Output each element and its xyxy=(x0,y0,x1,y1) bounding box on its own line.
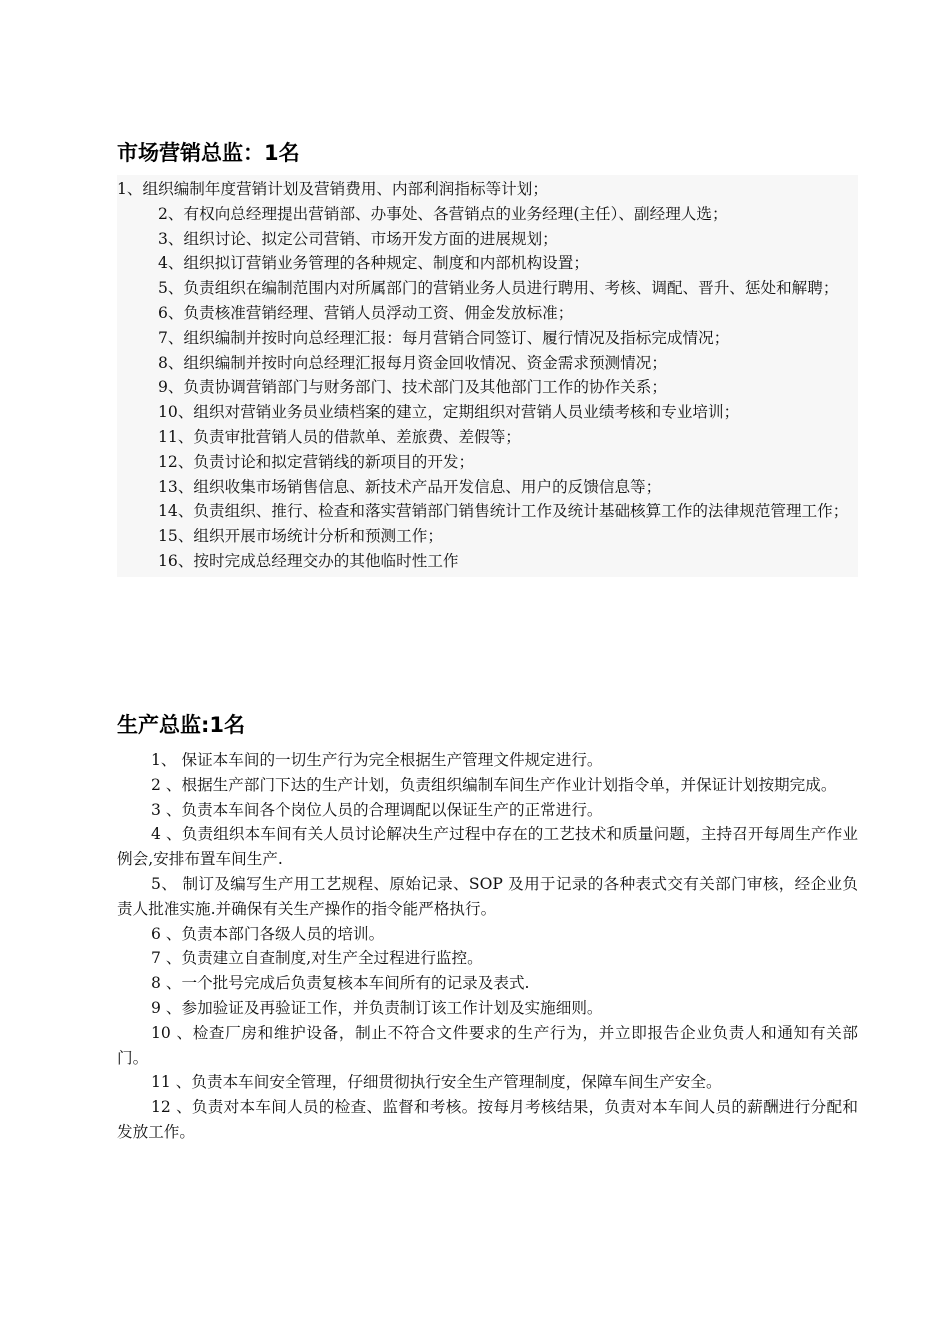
marketing-director-heading: 市场营销总监：1名 xyxy=(117,141,300,165)
list-item: 1、 保证本车间的一切生产行为完全根据生产管理文件规定进行。 xyxy=(151,751,603,769)
list-item: 9、负责协调营销部门与财务部门、技术部门及其他部门工作的协作关系； xyxy=(158,378,667,397)
list-item: 13、组织收集市场销售信息、新技术产品开发信息、用户的反馈信息等； xyxy=(158,477,662,496)
list-item: 4、组织拟订营销业务管理的各种规定、制度和内部机构设置； xyxy=(158,254,589,273)
list-item: 5、 制订及编写生产用工艺规程、原始记录、SOP 及用于记录的各种表式交有关部门审核，经企业负责人批准实施.并确保有关生产操作的指令能严格执行。 xyxy=(117,874,858,918)
list-item: 12 、负责对本车间人员的检查、监督和考核。按每月考核结果，负责对本车间人员的薪酬进行分配和发放工作。 xyxy=(117,1098,858,1141)
list-item: 3 、负责本车间各个岗位人员的合理调配以保证生产的正常进行。 xyxy=(151,800,603,819)
list-item: 4 、负责组织本车间有关人员讨论解决生产过程中存在的工艺技术和质量问题，主持召开每周生产作业例会,安排布置车间生产. xyxy=(117,825,858,869)
list-item: 11、负责审批营销人员的借款单、差旅费、差假等； xyxy=(158,427,521,446)
list-item: 15、组织开展市场统计分析和预测工作； xyxy=(158,527,443,546)
list-item: 3、组织讨论、拟定公司营销、市场开发方面的进展规划； xyxy=(158,229,558,248)
list-item: 8、组织编制并按时向总经理汇报每月资金回收情况、资金需求预测情况； xyxy=(158,353,667,372)
list-item: 12、负责讨论和拟定营销线的新项目的开发； xyxy=(158,452,475,471)
list-item: 2 、根据生产部门下达的生产计划，负责组织编制车间生产作业计划指令单，并保证计划按期完成。 xyxy=(151,775,837,794)
list-item: 7、组织编制并按时向总经理汇报：每月营销合同签订、履行情况及指标完成情况； xyxy=(158,328,730,347)
list-item: 14、负责组织、推行、检查和落实营销部门销售统计工作及统计基础核算工作的法律规范管理工作； xyxy=(158,502,849,521)
list-item: 16、按时完成总经理交办的其他临时性工作 xyxy=(158,551,459,570)
list-item: 2、有权向总经理提出营销部、办事处、各营销点的业务经理(主任）、副经理人选； xyxy=(158,204,728,223)
list-item: 1、组织编制年度营销计划及营销费用、内部利润指标等计划； xyxy=(117,180,548,198)
list-item: 11 、负责本车间安全管理，仔细贯彻执行安全生产管理制度，保障车间生产安全。 xyxy=(151,1073,722,1092)
list-item: 9 、参加验证及再验证工作，并负责制订该工作计划及实施细则。 xyxy=(151,998,603,1017)
list-item: 10 、检查厂房和维护设备，制止不符合文件要求的生产行为，并立即报告企业负责人和通知有关部门。 xyxy=(117,1023,858,1067)
list-item: 8 、一个批号完成后负责复核本车间所有的记录及表式. xyxy=(151,974,530,993)
marketing-duties-list xyxy=(117,175,858,577)
list-item: 5、负责组织在编制范围内对所属部门的营销业务人员进行聘用、考核、调配、晋升、惩处和解聘； xyxy=(158,279,839,298)
list-item: 6、负责核准营销经理、营销人员浮动工资、佣金发放标准； xyxy=(158,303,574,322)
production-duties-list xyxy=(117,748,858,1145)
list-item: 10、组织对营销业务员业绩档案的建立，定期组织对营销人员业绩考核和专业培训； xyxy=(158,403,740,422)
list-item: 7 、负责建立自查制度,对生产全过程进行监控。 xyxy=(151,949,483,968)
list-item: 6 、负责本部门各级人员的培训。 xyxy=(151,924,385,943)
production-director-heading: 生产总监:1名 xyxy=(117,713,246,737)
